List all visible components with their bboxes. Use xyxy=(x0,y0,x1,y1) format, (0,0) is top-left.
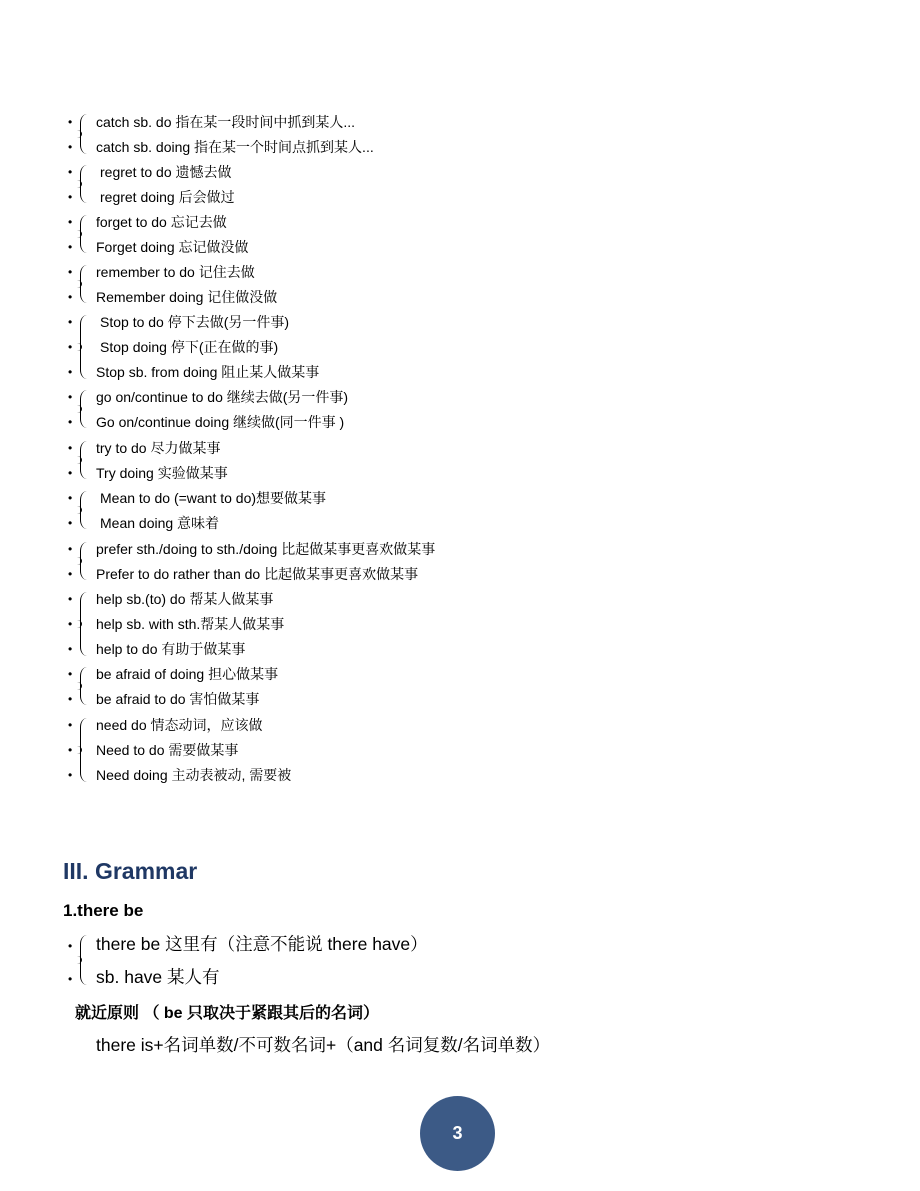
brace-icon xyxy=(80,718,88,782)
list-item-text: help sb.(to) do 帮某人做某事 xyxy=(96,591,274,607)
list-item-text: Need to do 需要做某事 xyxy=(96,742,239,758)
list-item-text: catch sb. do 指在某一段时间中抓到某人... xyxy=(96,114,356,130)
brace-icon xyxy=(80,114,88,154)
bullet-icon: • xyxy=(68,190,73,204)
list-item-text: sb. have 某人有 xyxy=(96,967,220,987)
bullet-icon: • xyxy=(68,415,73,429)
list-item-text: Mean doing 意味着 xyxy=(100,515,220,531)
bullet-icon: • xyxy=(68,240,73,254)
list-item-text: be afraid of doing 担心做某事 xyxy=(96,666,279,682)
page-number: 3 xyxy=(420,1096,495,1171)
list-item-text: help to do 有助于做某事 xyxy=(96,641,246,657)
list-item-text: Go on/continue doing 继续做(同一件事 ) xyxy=(96,414,345,430)
brace-icon xyxy=(80,935,88,985)
bullet-icon: • xyxy=(68,567,73,581)
list-item-text: prefer sth./doing to sth./doing 比起做某事更喜欢做某事 xyxy=(96,541,436,557)
bullet-icon: • xyxy=(68,592,73,606)
list-item-text: Remember doing 记住做没做 xyxy=(96,289,278,305)
bullet-icon: • xyxy=(68,617,73,631)
bullet-icon: • xyxy=(68,542,73,556)
bullet-icon: • xyxy=(68,340,73,354)
list-item-text: need do 情态动词，应该做 xyxy=(96,717,263,733)
list-item-text: there be 这里有（注意不能说 there have） xyxy=(96,934,428,954)
list-item-text: Stop doing 停下(正在做的事) xyxy=(100,339,279,355)
list-item-text: Mean to do (=want to do)想要做某事 xyxy=(100,490,327,506)
list-item-text: Stop sb. from doing 阻止某人做某事 xyxy=(96,364,320,380)
bullet-icon: • xyxy=(68,290,73,304)
brace-icon xyxy=(80,315,88,379)
list-item-text: try to do 尽力做某事 xyxy=(96,440,221,456)
bullet-icon: • xyxy=(68,441,73,455)
list-item-text: be afraid to do 害怕做某事 xyxy=(96,691,260,707)
formula-text: there is+名词单数/不可数名词+（and 名词复数/名词单数） xyxy=(96,1035,551,1055)
list-item-text: help sb. with sth.帮某人做某事 xyxy=(96,616,285,632)
list-item-text: catch sb. doing 指在某一个时间点抓到某人... xyxy=(96,139,374,155)
list-item-text: Stop to do 停下去做(另一件事) xyxy=(100,314,290,330)
bullet-icon: • xyxy=(68,115,73,129)
bullet-icon: • xyxy=(68,265,73,279)
bullet-icon: • xyxy=(68,939,73,953)
list-item-text: forget to do 忘记去做 xyxy=(96,214,227,230)
list-item-text: regret doing 后会做过 xyxy=(100,189,235,205)
list-item-text: go on/continue to do 继续去做(另一件事) xyxy=(96,389,349,405)
list-item-text: Forget doing 忘记做没做 xyxy=(96,239,249,255)
list-item-text: Prefer to do rather than do 比起做某事更喜欢做某事 xyxy=(96,566,419,582)
brace-icon xyxy=(80,265,88,303)
list-item-text: regret to do 遗憾去做 xyxy=(100,164,232,180)
list-item-text: Try doing 实验做某事 xyxy=(96,465,228,481)
brace-icon xyxy=(80,390,88,428)
brace-icon xyxy=(80,592,88,656)
bullet-icon: • xyxy=(68,165,73,179)
bullet-icon: • xyxy=(68,491,73,505)
subheading: 1.there be xyxy=(63,901,144,920)
bullet-icon: • xyxy=(68,315,73,329)
bullet-icon: • xyxy=(68,972,73,986)
principle-text: 就近原则 （ be 只取决于紧跟其后的名词） xyxy=(75,1005,380,1022)
brace-icon xyxy=(80,215,88,253)
brace-icon xyxy=(80,165,88,203)
bullet-icon: • xyxy=(68,718,73,732)
brace-icon xyxy=(80,491,88,529)
bullet-icon: • xyxy=(68,667,73,681)
bullet-icon: • xyxy=(68,743,73,757)
bullet-icon: • xyxy=(68,140,73,154)
bullet-icon: • xyxy=(68,768,73,782)
section-heading: III. Grammar xyxy=(63,858,198,884)
brace-icon xyxy=(80,667,88,705)
brace-icon xyxy=(80,441,88,479)
bullet-icon: • xyxy=(68,215,73,229)
bullet-icon: • xyxy=(68,365,73,379)
bullet-icon: • xyxy=(68,390,73,404)
brace-icon xyxy=(80,542,88,580)
bullet-icon: • xyxy=(68,692,73,706)
bullet-icon: • xyxy=(68,466,73,480)
list-item-text: remember to do 记住去做 xyxy=(96,264,255,280)
bullet-icon: • xyxy=(68,642,73,656)
bullet-icon: • xyxy=(68,516,73,530)
list-item-text: Need doing 主动表被动, 需要被 xyxy=(96,767,292,783)
